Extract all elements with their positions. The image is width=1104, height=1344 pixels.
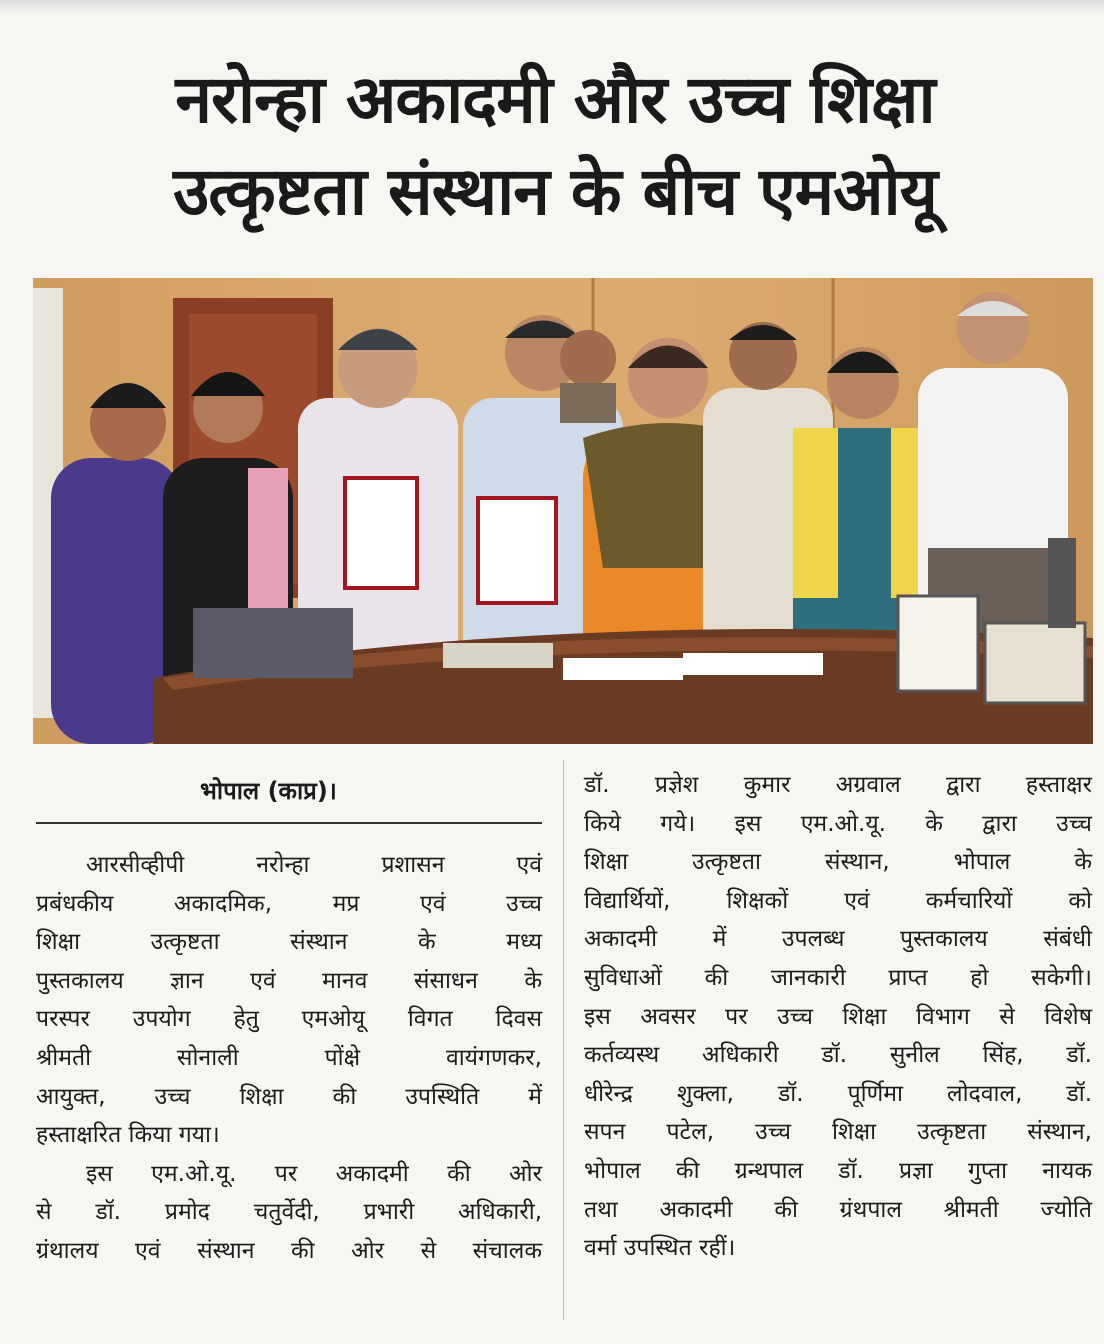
text-line: से डॉ. प्रमोद चतुर्वेदी, प्रभारी अधिकारी,	[36, 1199, 542, 1226]
text-line: शिक्षा उत्कृष्टता संस्थान के मध्य	[36, 929, 542, 956]
text-line: आरसीव्हीपी नरोन्हा प्रशासन एवं	[86, 852, 542, 878]
paragraph-2	[36, 1155, 542, 1271]
text-line: शिक्षा उत्कृष्टता संस्थान, भोपाल के	[584, 849, 1092, 876]
text-line: वर्मा उपस्थित रहीं।	[584, 1235, 736, 1262]
headline	[40, 54, 1070, 238]
text-line: ग्रंथालय एवं संस्थान की ओर से संचालक	[36, 1237, 542, 1264]
text-line: कर्तव्यस्थ अधिकारी डॉ. सुनील सिंह, डॉ.	[584, 1042, 1092, 1069]
article-column-1	[36, 846, 542, 1271]
text-line: आयुक्त, उच्च शिक्षा की उपस्थिति में	[36, 1083, 542, 1110]
dateline: भोपाल (काप्र)।	[200, 777, 337, 805]
text-line: सपन पटेल, उच्च शिक्षा उत्कृष्टता संस्थान,	[584, 1119, 1092, 1146]
text-line: हस्ताक्षरित किया गया।	[36, 1122, 220, 1149]
column-divider	[563, 760, 564, 1320]
text-line: अकादमी में उपलब्ध पुस्तकालय संबंधी	[584, 926, 1092, 953]
text-line: धीरेन्द्र शुक्ला, डॉ. पूर्णिमा लोदवाल, डॉ.	[584, 1080, 1092, 1107]
text-line: भोपाल की ग्रन्थपाल डॉ. प्रज्ञा गुप्ता नायक	[584, 1157, 1092, 1184]
text-line: श्रीमती सोनाली पोंक्षे वायंगणकर,	[36, 1044, 542, 1071]
headline-line-1: नरोन्हा अकादमी और उच्च शिक्षा	[175, 61, 935, 138]
headline-line-2: उत्कृष्टता संस्थान के बीच एमओयू	[173, 153, 937, 230]
dateline-rule	[36, 822, 542, 824]
text-line: डॉ. प्रज्ञेश कुमार अग्रवाल द्वारा हस्ताक्षर	[584, 772, 1092, 798]
page-top-strip	[0, 0, 1104, 14]
text-line: पुस्तकालय ज्ञान एवं मानव संसाधन के	[36, 967, 542, 994]
text-line: विद्यार्थियों, शिक्षकों एवं कर्मचारियों को	[584, 887, 1092, 914]
paragraph-1	[36, 846, 542, 1155]
news-photo	[33, 278, 1093, 744]
text-line: तथा अकादमी की ग्रंथपाल श्रीमती ज्योति	[584, 1196, 1092, 1223]
paragraph-3	[584, 766, 1092, 1268]
text-line: प्रबंधकीय अकादमिक, मप्र एवं उच्च	[36, 890, 542, 917]
text-line: इस एम.ओ.यू. पर अकादमी की ओर	[86, 1160, 542, 1187]
text-line: किये गये। इस एम.ओ.यू. के द्वारा उच्च	[584, 810, 1092, 837]
text-line: सुविधाओं की जानकारी प्राप्त हो सकेगी।	[584, 964, 1092, 991]
text-line: इस अवसर पर उच्च शिक्षा विभाग से विशेष	[584, 1003, 1092, 1030]
text-line: परस्पर उपयोग हेतु एमओयू विगत दिवस	[36, 1006, 542, 1033]
article-column-2	[584, 766, 1092, 1268]
group-photo-illustration	[33, 278, 1093, 744]
